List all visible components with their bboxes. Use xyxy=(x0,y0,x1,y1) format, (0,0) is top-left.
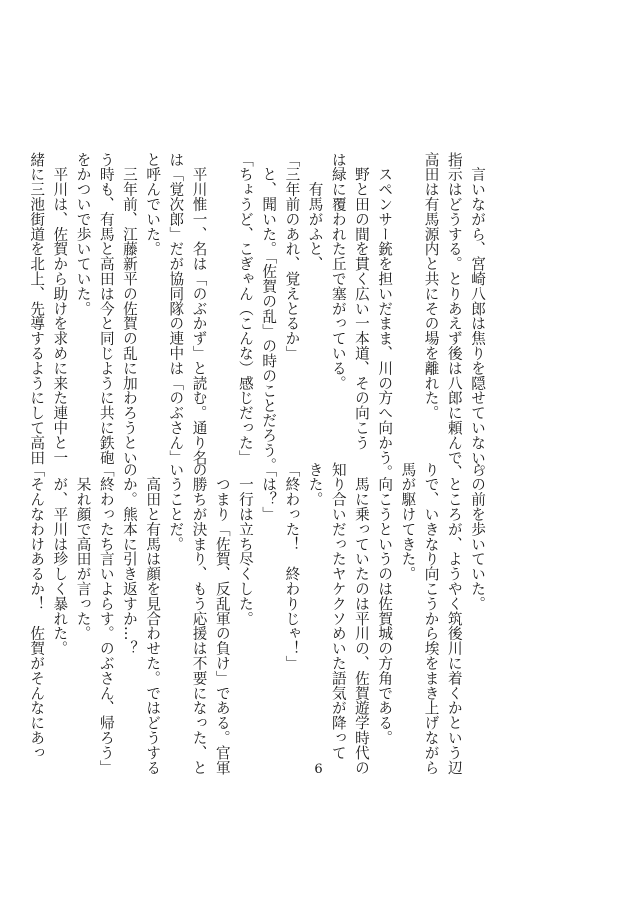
text-column: いうことだ。 xyxy=(167,462,185,552)
text-column: 高田と有馬は顔を見合わせた。ではどうする xyxy=(144,462,162,775)
text-column: 指示はどうする。とりあえず後は八郎に頼んで、 xyxy=(445,152,463,480)
text-column: 「ちょうど、こぎゃん（こんな）感じだった」 xyxy=(236,152,254,465)
text-column: 高田は有馬源内と共にその場を離れた。 xyxy=(422,152,440,421)
text-column: 呆れ顔で高田が言った。 xyxy=(74,462,92,641)
text-column: 緒に三池街道を北上、先導するようにして高田 xyxy=(28,152,46,465)
text-column: 向こうというのは佐賀城の方角である。 xyxy=(376,462,394,746)
lower-text-block xyxy=(28,462,489,775)
text-column: ところが、ようやく筑後川に着くかという辺 xyxy=(445,462,463,775)
text-column: 馬が駆けてきた。 xyxy=(399,462,417,582)
text-column: 一行は立ち尽くした。 xyxy=(236,462,254,626)
text-column: りで、いきなり向こうから埃をまき上げながら xyxy=(422,462,440,775)
text-column: 馬に乗っていたのは平川の、佐賀遊学時代の xyxy=(352,462,370,775)
text-column: 三年前、江藤新平の佐賀の乱に加わろうとい xyxy=(120,152,138,465)
text-column: 言いながら、宮崎八郎は焦りを隠せていない。 xyxy=(469,152,486,480)
text-column: 「そんなわけあるか！ 佐賀がそんなにあっ xyxy=(28,462,46,760)
text-column: 平川は、佐賀から助けを求めに来た連中と一 xyxy=(51,152,69,465)
text-column: つまり「佐賀、反乱軍の負け」である。官軍 xyxy=(213,462,231,775)
text-column: 平川惟一、名は「のぶかず」と読む。通り名 xyxy=(190,152,208,465)
text-column: う時も、有馬と高田は今と同じように共に鉄砲 xyxy=(97,152,115,465)
text-column: をかついで歩いていた。 xyxy=(74,152,92,316)
text-column: は「覚次郎」だが協同隊の連中は「のぶさん」 xyxy=(167,152,185,465)
text-column: は緑に覆われた丘で塞がっている。 xyxy=(329,152,347,391)
text-column: 「は？」 xyxy=(260,462,278,522)
text-column: の勝ちが決まり、もう応援は不要になった、と xyxy=(190,462,208,775)
text-column: 「終わったち言いよらす。のぶさん、帰ろう」 xyxy=(97,462,115,775)
text-column: きた。 xyxy=(306,462,324,507)
text-column: と、聞いた。「佐賀の乱」の時のことだろう。 xyxy=(260,152,278,473)
text-column: らの前を歩いていた。 xyxy=(469,462,486,611)
text-column: が、平川は珍しく暴れた。 xyxy=(51,462,69,656)
upper-text-block xyxy=(28,152,489,480)
text-column xyxy=(396,152,419,440)
text-column: 「三年前のあれ、覚えとるか」 xyxy=(283,152,301,361)
text-column: 野と田の間を貫く広い一本道、その向こう xyxy=(352,152,370,450)
text-column: 「終わった！ 終わりじゃ！」 xyxy=(283,462,301,671)
text-column: スペンサー銃を担いだまま、川の方へ向かう。 xyxy=(376,152,394,480)
text-column: 知り合いだったヤケクソめいた語気が降って xyxy=(329,462,347,760)
text-column xyxy=(211,152,234,440)
text-column: 有馬がふと、 xyxy=(306,152,324,272)
page-number: 6 xyxy=(314,762,323,777)
text-column: と呼んでいた。 xyxy=(144,152,162,257)
text-column: のか。熊本に引き返すか…？ xyxy=(120,462,138,656)
